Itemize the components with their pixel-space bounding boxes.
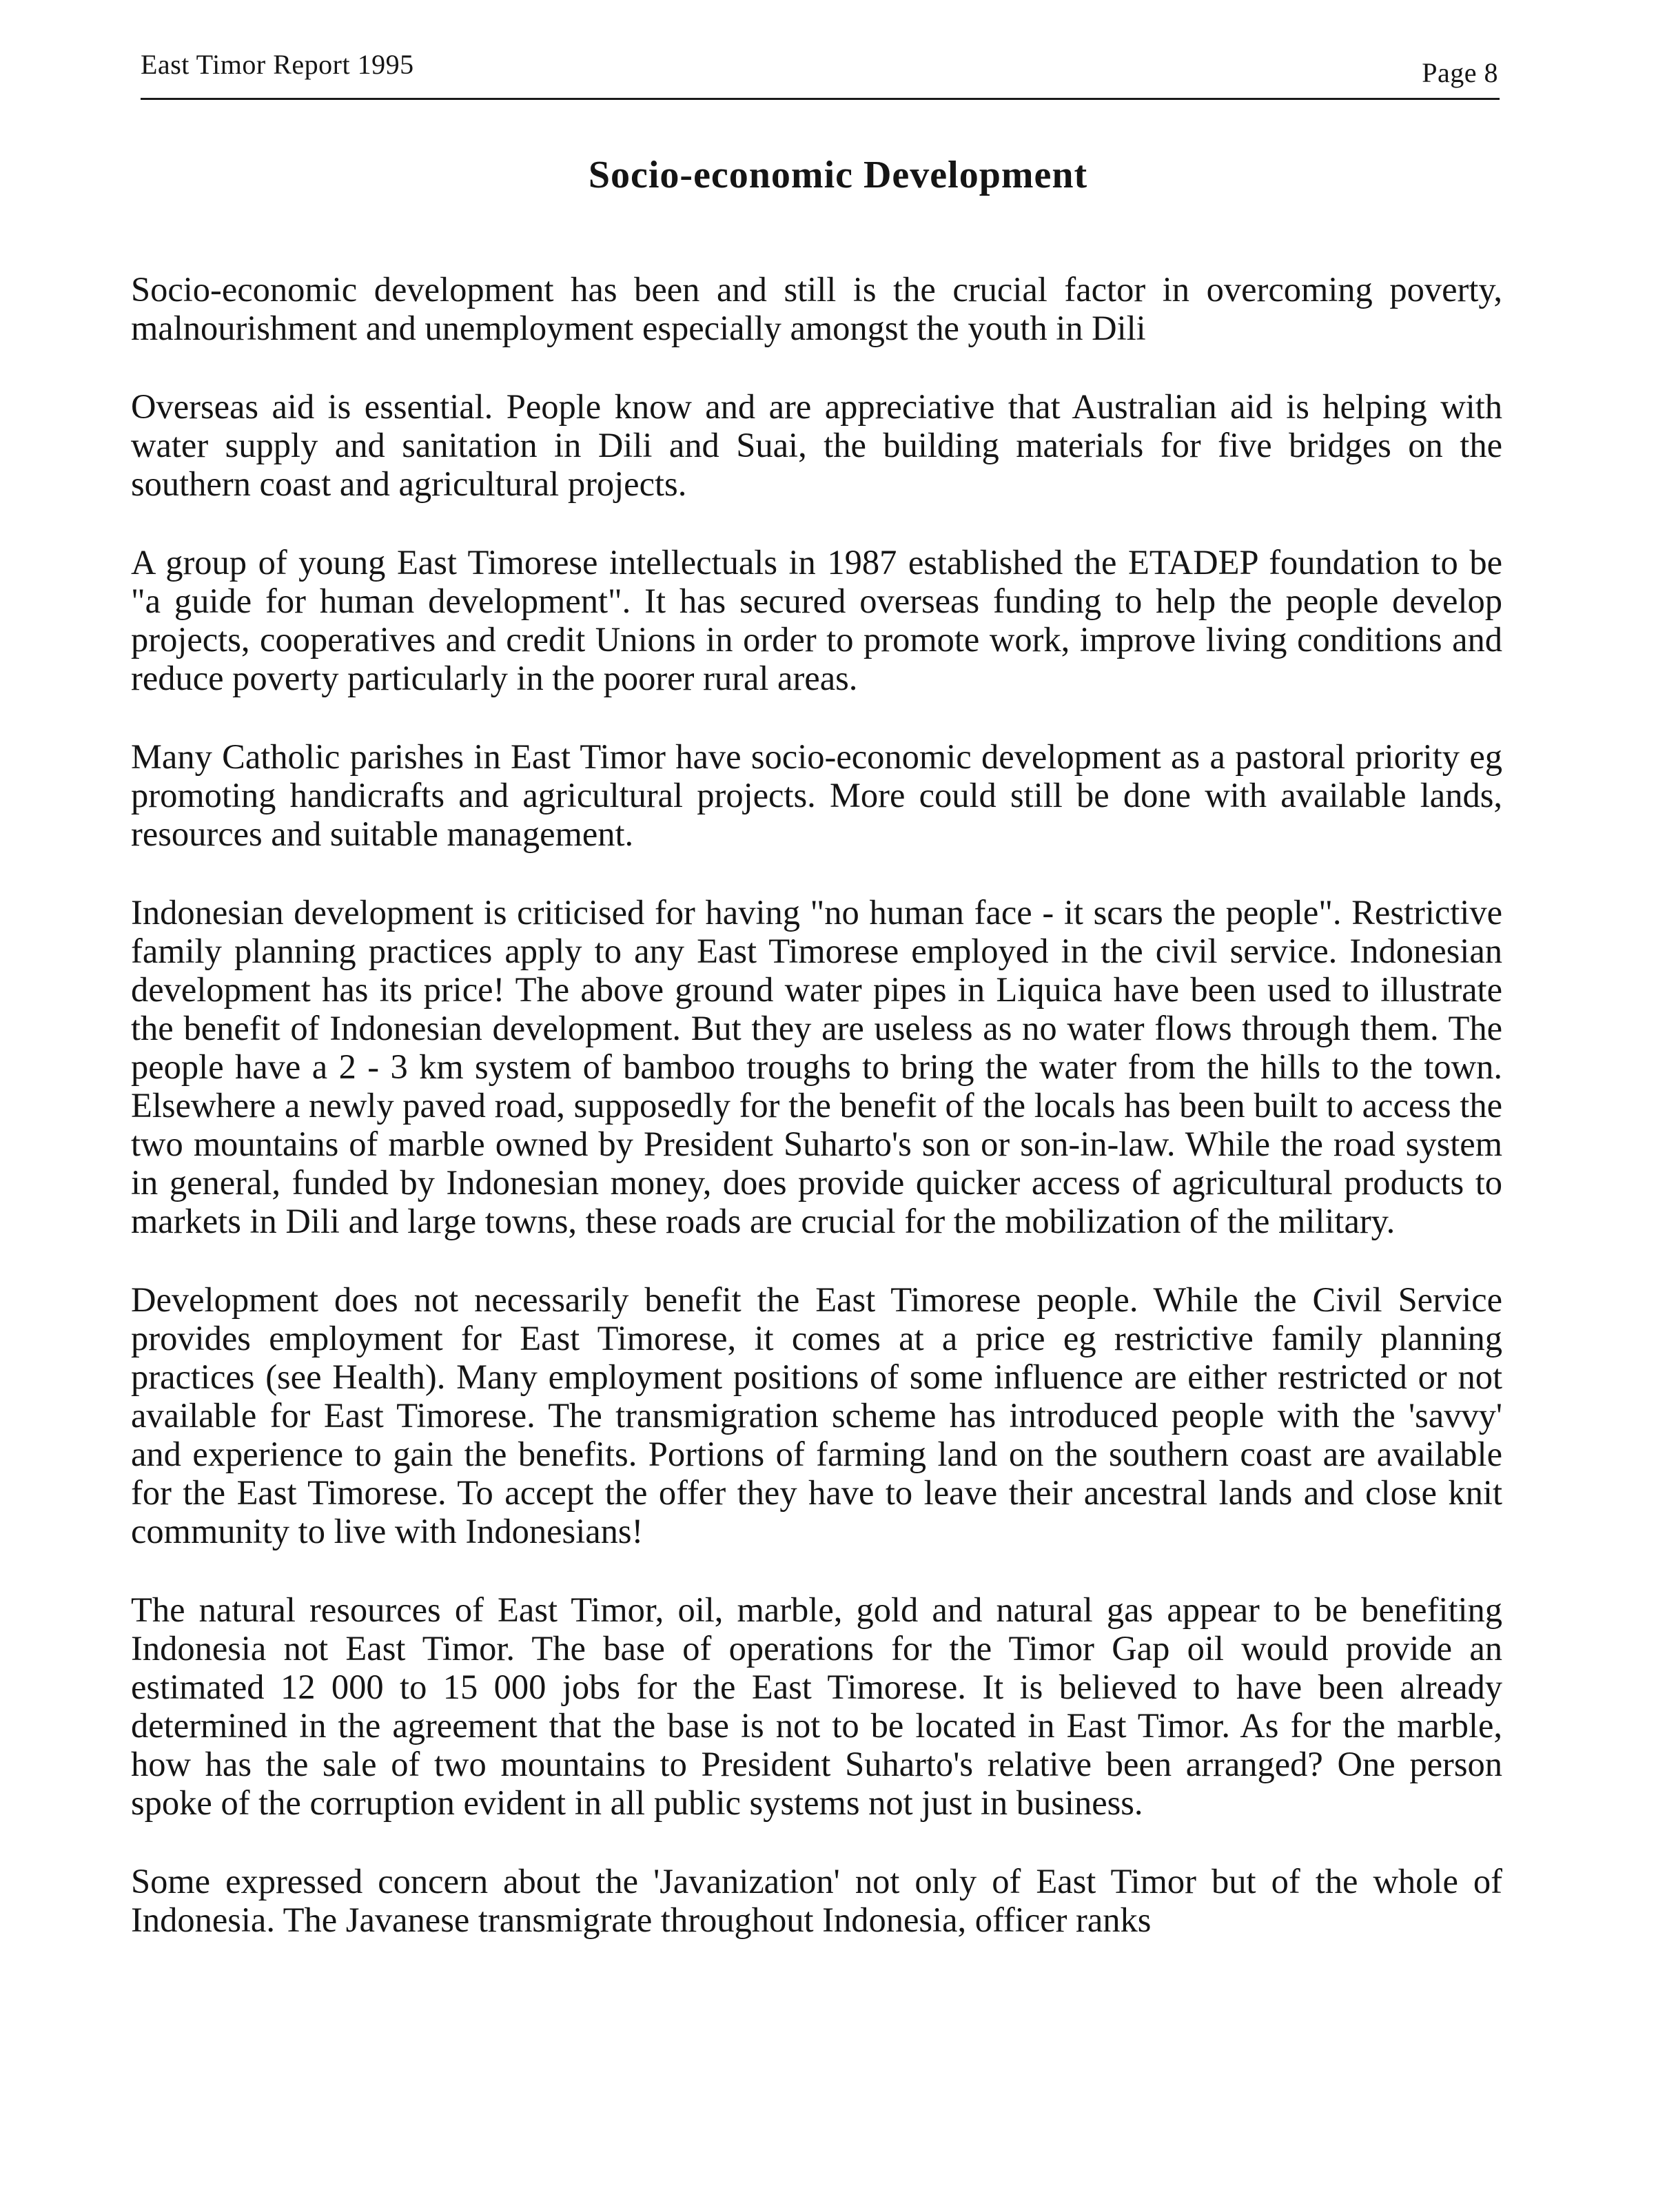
paragraph-overseas-aid: Overseas aid is essential. People know and are appreciative that Australian aid is helping with water supply and sanitation in Dili and Suai, the building materials for five bridges on the southern coast and agricultural projects. xyxy=(131,387,1502,503)
paragraph-natural-resources: The natural resources of East Timor, oil, marble, gold and natural gas appear to be benefiting Indonesia not East Timor. The base of operations for the Timor Gap oil would provide an estimated 12 000 to 15 000 jobs for the East Timorese. It is believed to have been already determined in the agreement that the base is not to be located in East Timor. As for the marble, how has the sale of two mountains to President Suharto's relative been arranged? One person spoke of the corruption evident in all public systems not just in business. xyxy=(131,1590,1502,1822)
paragraph-javanization: Some expressed concern about the 'Javanization' not only of East Timor but of the whole of Indonesia. The Javanese transmigrate throughout Indonesia, officer ranks xyxy=(131,1862,1502,1939)
section-title: Socio-economic Development xyxy=(588,154,1088,196)
paragraph-development-benefit: Development does not necessarily benefit the East Timorese people. While the Civil Service provides employment for East Timorese, it comes at a price eg restrictive family planning practices (see Health). Many employment positions of some influence are either restricted or not available for East Timorese. The transmigration scheme has introduced people with the 'savvy' and experience to gain the benefits. Portions of farming land on the southern coast are available for the East Timorese. To accept the offer they have to leave their ancestral lands and close knit community to live with Indonesians! xyxy=(131,1280,1502,1550)
header-rule xyxy=(141,98,1500,100)
page-header xyxy=(141,43,1498,98)
paragraph-catholic-parishes: Many Catholic parishes in East Timor have socio-economic development as a pastoral priority eg promoting handicrafts and agricultural projects. More could still be done with available lands, resources and suitable management. xyxy=(131,737,1502,853)
paragraph-etadep: A group of young East Timorese intellectuals in 1987 established the ETADEP foundation to be "a guide for human development". It has secured overseas funding to help the people develop projects, cooperatives and credit Unions in order to promote work, improve living conditions and reduce poverty particularly in the poorer rural areas. xyxy=(131,543,1502,697)
body-text xyxy=(131,270,1502,1939)
page-number: Page 8 xyxy=(1422,57,1498,88)
paragraph-intro: Socio-economic development has been and still is the crucial factor in overcoming poverty, malnourishment and unemployment especially amongst the youth in Dili xyxy=(131,270,1502,347)
report-title: East Timor Report 1995 xyxy=(141,49,414,80)
paragraph-indonesian-development: Indonesian development is criticised for having "no human face - it scars the people". Restrictive family planning practices apply to any East Timorese employed in the civil service. Indonesian development has its price! The above ground water pipes in Liquica have been used to illustrate the benefit of Indonesian development. But they are useless as no water flows through them. The people have a 2 - 3 km system of bamboo troughs to bring the water from the hills to the town. Elsewhere a newly paved road, supposedly for the benefit of the locals has been built to access the two mountains of marble owned by President Suharto's son or son-in-law. While the road system in general, funded by Indonesian money, does provide quicker access of agricultural products to markets in Dili and large towns, these roads are crucial for the mobilization of the military. xyxy=(131,893,1502,1240)
